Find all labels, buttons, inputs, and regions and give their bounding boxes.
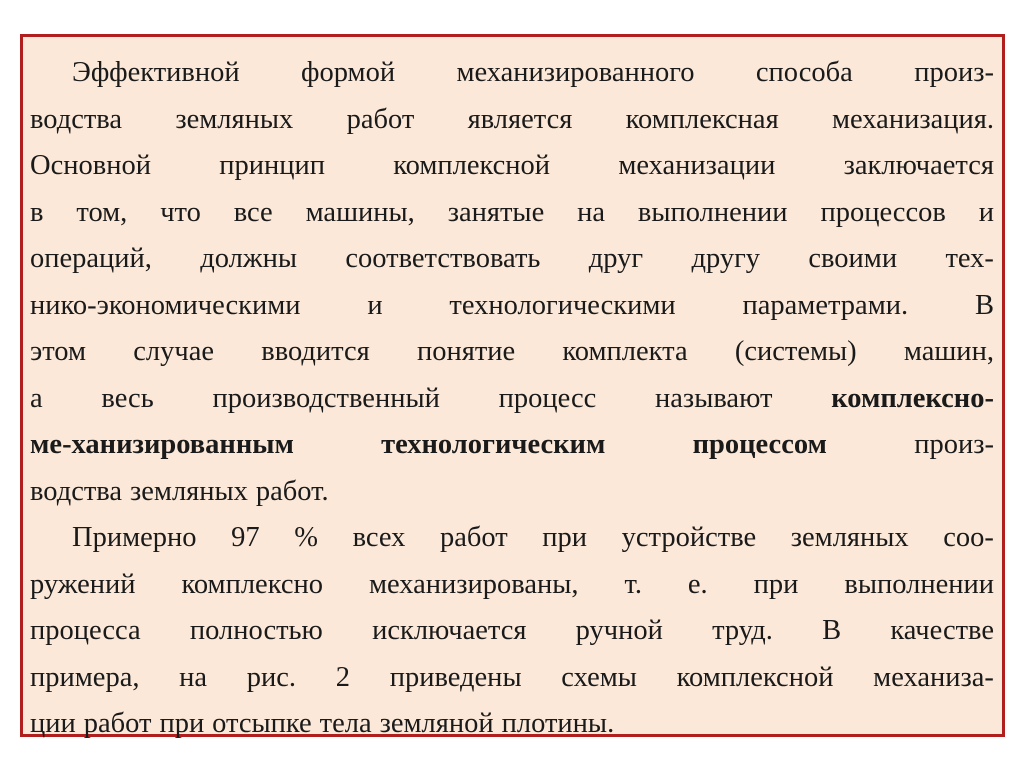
word: выполнении <box>844 568 994 600</box>
word: всех <box>352 522 406 553</box>
word: земляных <box>790 522 909 553</box>
word: тех- <box>945 243 994 274</box>
word: другу <box>691 243 761 274</box>
word: параметрами. <box>742 289 909 321</box>
text-line <box>30 329 994 376</box>
text-line <box>30 655 994 702</box>
word: способа <box>755 57 853 88</box>
word: земляных <box>130 475 248 507</box>
word: рис. <box>246 661 297 693</box>
word: весь <box>101 382 154 414</box>
word: при <box>753 568 799 600</box>
word: нико-экономическими <box>30 289 301 321</box>
text-line <box>30 562 994 609</box>
bold-term: процессом <box>692 429 827 460</box>
word: качестве <box>890 615 994 646</box>
word: занятые <box>447 196 545 228</box>
word: комплексно <box>181 568 323 600</box>
word: должны <box>200 243 297 274</box>
word: 2 <box>335 661 351 693</box>
slide-text-body <box>30 50 994 748</box>
word: что <box>160 196 201 228</box>
word: схемы <box>561 661 637 693</box>
bold-term: технологическим <box>381 429 606 460</box>
bold-term: комплексно- <box>831 382 994 414</box>
word: исключается <box>372 615 527 646</box>
word: заключается <box>843 150 994 181</box>
word: Эффективной <box>72 57 240 88</box>
word: работ <box>83 708 152 739</box>
word: производственный <box>212 382 440 414</box>
word: работ. <box>255 475 329 507</box>
word: называют <box>655 382 773 414</box>
text-line <box>30 97 994 144</box>
word: произ- <box>914 429 994 460</box>
word: ружений <box>30 568 136 600</box>
word: Основной <box>30 150 151 181</box>
bold-term: ме-ханизированным <box>30 429 294 460</box>
word: Примерно <box>72 522 197 553</box>
text-line <box>30 50 994 97</box>
word: земляных <box>175 103 294 135</box>
word: комплекта <box>562 336 688 367</box>
word: комплексная <box>625 103 779 135</box>
text-line <box>30 701 994 748</box>
word: приведены <box>389 661 522 693</box>
word: В <box>822 615 842 646</box>
text-line <box>30 608 994 655</box>
word: труд. <box>712 615 773 646</box>
word: на <box>179 661 208 693</box>
word: операций, <box>30 243 152 274</box>
word: механизации <box>618 150 776 181</box>
word: и <box>367 289 383 321</box>
word: примера, <box>30 661 140 693</box>
word: комплексной <box>393 150 551 181</box>
word: е. <box>687 568 708 600</box>
text-line <box>30 422 994 469</box>
word: соо- <box>943 522 994 553</box>
word: понятие <box>416 336 516 367</box>
word: т. <box>624 568 642 600</box>
word: механизированного <box>456 57 695 88</box>
word: на <box>577 196 606 228</box>
word: полностью <box>189 615 323 646</box>
word: ручной <box>575 615 663 646</box>
word: тела <box>319 708 372 739</box>
word: процессов <box>820 196 946 228</box>
word: машин, <box>903 336 994 367</box>
word: а <box>30 382 43 414</box>
word: выполнении <box>637 196 788 228</box>
word: работ <box>439 522 508 553</box>
word: при <box>159 708 205 739</box>
word: (системы) <box>734 336 857 367</box>
word: том, <box>76 196 128 228</box>
word: является <box>467 103 573 135</box>
word: механиза- <box>873 661 994 693</box>
text-line <box>30 143 994 190</box>
word: процесса <box>30 615 141 646</box>
text-line <box>30 236 994 283</box>
word: механизация. <box>831 103 994 135</box>
text-line <box>30 376 994 423</box>
word: в <box>30 196 44 228</box>
text-line <box>30 515 994 562</box>
word: плотины. <box>501 708 615 739</box>
text-line <box>30 190 994 237</box>
word: формой <box>301 57 396 88</box>
word: ции <box>30 708 76 739</box>
word: устройстве <box>621 522 757 553</box>
word: друг <box>588 243 644 274</box>
word: случае <box>133 336 215 367</box>
word: водства <box>30 103 123 135</box>
word: при <box>542 522 588 553</box>
word: технологическими <box>449 289 676 321</box>
word: механизированы, <box>368 568 579 600</box>
word: вводится <box>261 336 370 367</box>
word: и <box>978 196 994 228</box>
word: процесс <box>498 382 597 414</box>
word: 97 <box>231 522 260 553</box>
word: этом <box>30 336 87 367</box>
word: земляной <box>379 708 494 739</box>
word: водства <box>30 475 123 507</box>
word: отсыпке <box>212 708 312 739</box>
word: соответствовать <box>345 243 541 274</box>
word: В <box>974 289 994 321</box>
word: % <box>294 522 318 553</box>
word: машины, <box>305 196 415 228</box>
word: своими <box>808 243 898 274</box>
word: принцип <box>219 150 325 181</box>
word: комплексной <box>676 661 834 693</box>
word: все <box>233 196 273 228</box>
word: работ <box>346 103 415 135</box>
text-line <box>30 469 994 516</box>
text-line <box>30 283 994 330</box>
word: произ- <box>914 57 994 88</box>
